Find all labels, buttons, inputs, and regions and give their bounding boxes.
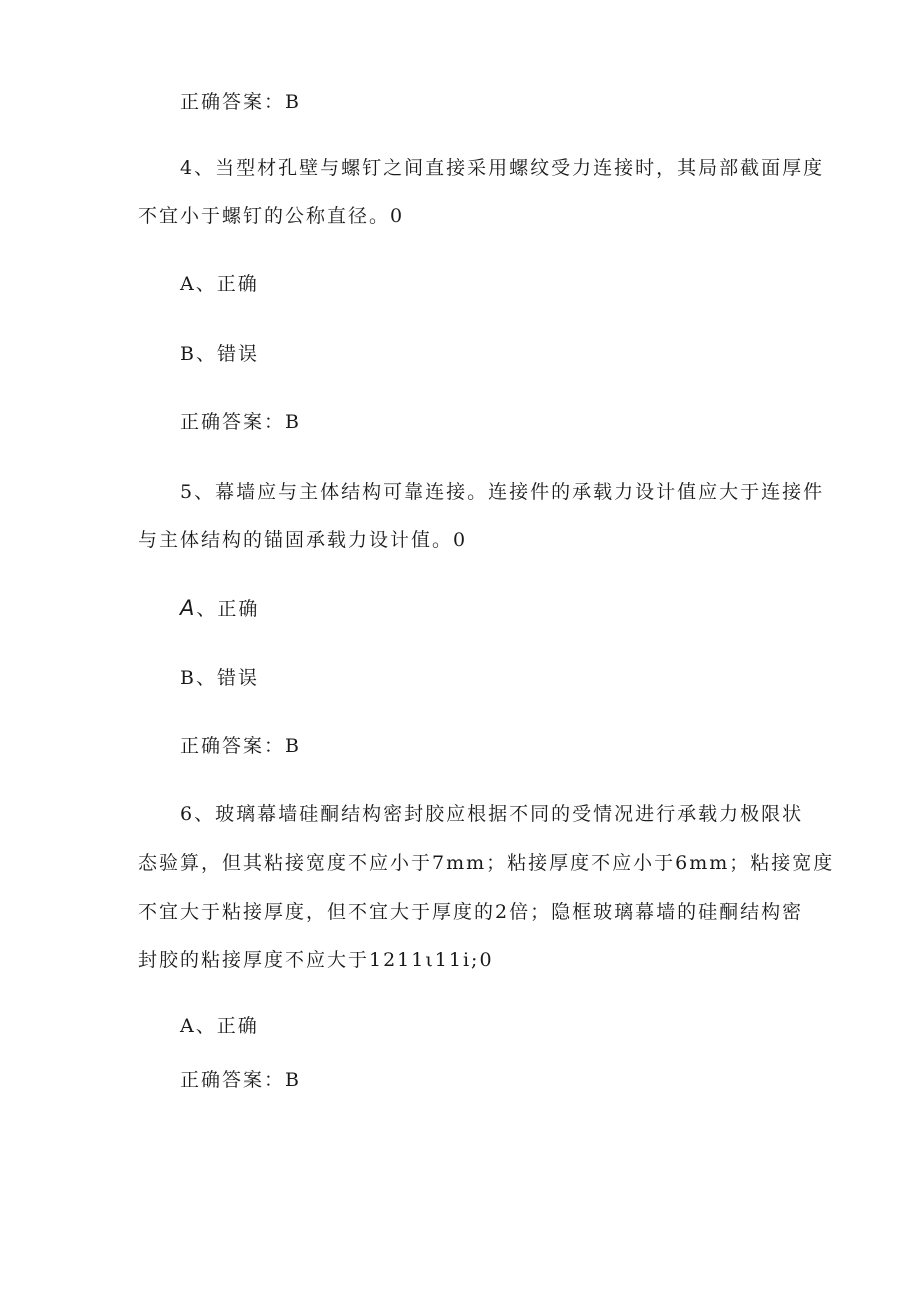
question-5-line-2: 与主体结构的锚固承载力设计值。0 [138,529,468,551]
question-4-line-1: 4、当型材孔壁与螺钉之间直接采用螺纹受力连接时，其局部截面厚度 [180,157,825,179]
question-4-line-2: 不宜小于螺钉的公称直径。0 [138,205,405,227]
question-6-line-3: 不宜大于粘接厚度，但不宜大于厚度的2倍；隐框玻璃幕墙的硅酮结构密 [138,901,804,923]
question-4-option-b: B、错误 [180,343,259,365]
answer-line: 正确答案：B [180,91,301,113]
question-6-line-2: 态验算，但其粘接宽度不应小于7mm；粘接厚度不应小于6mm；粘接宽度 [138,852,835,874]
question-5-line-1: 5、幕墙应与主体结构可靠连接。连接件的承载力设计值应大于连接件 [180,481,825,503]
question-4-answer: 正确答案：B [180,411,301,433]
question-6-line-4: 封胶的粘接厚度不应大于1211ι11i;0 [138,949,494,971]
question-6-answer: 正确答案：B [180,1069,301,1091]
question-5-answer: 正确答案：B [180,735,301,757]
question-6-option-a: A、正确 [180,1015,259,1037]
option-a-letter: A [180,596,197,620]
question-6-line-1: 6、玻璃幕墙硅酮结构密封胶应根据不同的受情况进行承载力极限状 [180,803,804,825]
question-4-option-a: A、正确 [180,273,259,295]
option-a-text: 、正确 [196,598,260,620]
question-5-option-b: B、错误 [180,667,259,689]
question-5-option-a [180,595,259,622]
